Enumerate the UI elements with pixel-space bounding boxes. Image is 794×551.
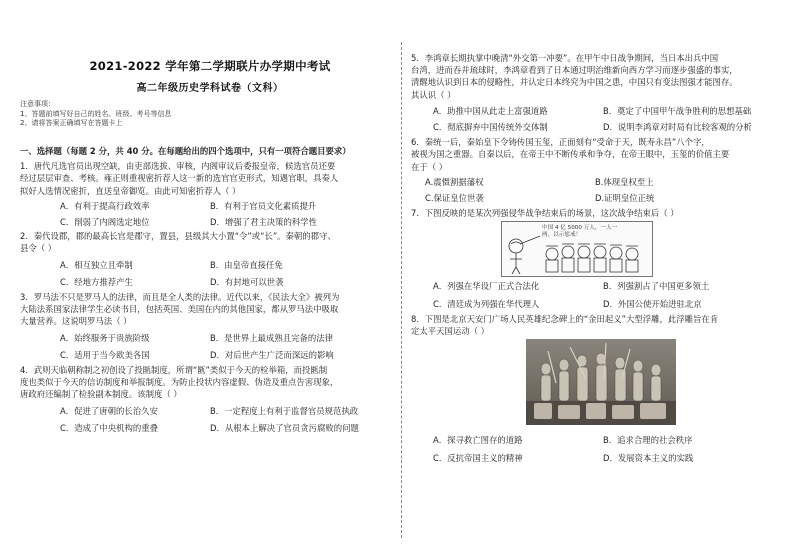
section-heading: 一、选择题（每题 2 分，共 40 分。在每题给出的四个选项中，只有一项符合题目要求）: [20, 146, 351, 156]
question-line: 其认识（ ）: [411, 89, 456, 100]
option-b: B．一定程度上有利于监督官员规范执政: [210, 405, 359, 416]
question-line: 1．唐代凡选官员出现空缺，由吏部选拔、审核，内阁审议后委报皇帝，候选官员还要: [20, 161, 336, 172]
option-a: A．助推中国从此走上富强道路: [433, 105, 548, 116]
option-c: C．适用于当今欧美各国: [60, 349, 150, 360]
option-c: C．清廷成为列强在华代理人: [433, 298, 540, 309]
option-b: B．追求合理的社会秩序: [603, 435, 693, 446]
option-b: B．是世界上最成熟且完备的法律: [210, 332, 333, 343]
question-6: [411, 136, 776, 204]
option-a: A.震慑割据藩权: [425, 176, 484, 187]
notes-item-2: 2、请将答案正确填写在答题卡上: [20, 119, 123, 127]
option-a: A．探寻救亡图存的道路: [433, 435, 523, 446]
option-c: C．彻底摒弃中国传统外交体制: [433, 122, 548, 133]
option-c: C．反抗帝国主义的精神: [433, 452, 523, 463]
option-a: A．相互独立且牵制: [60, 259, 133, 270]
question-4: [20, 364, 395, 434]
question-line: 4．武则天临朝称制之初创设了投匦制度，所谓“匦”类似于今天的检举箱，而投匦制: [20, 365, 328, 376]
question-line: 大量营养。这说明罗马法（ ）: [20, 316, 132, 327]
question-line: 2．秦代设郡，郡的最高长官是郡守，置县，县级其大小置“令”或“长”。秦朝的郡守、: [20, 231, 336, 242]
notes-block: [20, 100, 171, 129]
right-column: [411, 52, 776, 464]
option-c: C.保证皇位世袭: [425, 193, 484, 204]
exam-title: 2021-2022 学年第二学期联片办学期中考试: [89, 59, 331, 73]
column-divider: [401, 42, 402, 538]
question-line: 7．下图反映的是某次列强侵华战争结束后的场景，这次战争结束后（ ）: [411, 208, 679, 219]
option-d: D．从根本上解决了官员贪污腐败的问题: [210, 422, 359, 433]
question-line: 在于（ ）: [411, 161, 448, 172]
question-line: 5．李鸿章长期执掌中晚清“外交第一冲要”。在甲午中日战争期间，当日本出兵中国: [411, 53, 719, 63]
option-d: D．增强了君主决策的科学性: [210, 217, 317, 228]
option-d: D．外国公使开始进驻北京: [603, 298, 702, 309]
cartoon-caption: 中国 4 亿 5000 万人，一人一 两，以示惩戒！: [542, 225, 618, 238]
notes-item-1: 1、答题前填写好自己的姓名、班级、考号等信息: [20, 109, 172, 118]
option-d: D．对后世产生广泛而深远的影响: [210, 349, 334, 360]
option-b: B．有利于官员文化素质提升: [210, 200, 317, 211]
question-line: 6．秦统一后，秦始皇下令铸传国玉玺，正面刻有“受命于天，既寿永昌”八个字，: [411, 137, 710, 148]
option-b: B.体现皇权至上: [595, 176, 654, 187]
question-line: 大陆法系国家法律学生必读书目，包括英国、美国在内的其他国家，都从罗马法中吸取: [20, 304, 339, 315]
option-a: A．促进了唐朝的长治久安: [60, 405, 158, 416]
option-d: D.证明皇位正统: [595, 193, 655, 204]
question-line: 定太平天国运动（ ）: [411, 326, 490, 337]
question-line: 经过层层审查、考核。雍正则重视密折荐人这一新的选官官吏形式，知遇官职，具奏人: [20, 173, 339, 184]
question-5: [411, 52, 776, 133]
question-line: 县令（ ）: [20, 243, 57, 254]
question-line: 拟好人选情况密折，直送皇帝御览。由此可知密折荐人（ ）: [20, 185, 241, 196]
question-line: 唐政府还编制了检验副本制度。该制度（ ）: [20, 389, 182, 400]
option-c: C．削弱了内阁选定地位: [60, 217, 150, 228]
question-8: [411, 313, 776, 464]
option-a: A．始终服务于贵族阶级: [60, 332, 150, 343]
option-d: D．发展资本主义的实践: [603, 452, 694, 463]
question-line: 3．罗马法不只是罗马人的法律，而且是全人类的法律。近代以来，《民法大全》被列为: [20, 292, 340, 303]
option-c: C．经地方推荐产生: [60, 276, 133, 287]
option-c: C．造成了中央机构的重叠: [60, 422, 158, 433]
option-d: D．说明李鸿章对时局有比较客观的分析: [603, 122, 752, 133]
left-column: [20, 145, 395, 434]
option-b: B．奠定了中国甲午战争胜利的思想基础: [603, 105, 752, 116]
question-line: 台湾，进而吞并琉球时，李鸿章看到了日本通过明治维新向西方学习而逐步强盛的事实，: [411, 65, 738, 76]
question-2: [20, 230, 395, 288]
question-line: 被视为国之重器。自秦以后，在帝王中不断传承和争夺，在帝王眼中，玉玺的价值主要: [411, 149, 730, 160]
question-line: 清醒地认识到日本的侵略性，并认定日本终究为中国之患，中国只有变法图强才能图存。: [411, 77, 738, 88]
option-d: D．有封地可以世袭: [210, 276, 284, 287]
option-a: A．有利于提高行政效率: [60, 200, 150, 211]
question-line: 8．下图是北京天安门广场人民英雄纪念碑上的“金田起义”大型浮雕，此浮雕旨在肯: [411, 313, 719, 324]
option-b: B．由皇帝直接任免: [210, 259, 283, 270]
question-7: [411, 207, 776, 310]
question-3: [20, 291, 395, 361]
option-b: B．列强割占了中国更多领土: [603, 281, 710, 292]
exam-subtitle: 高二年级历史学科试卷（文科）: [136, 83, 284, 94]
cartoon-image: [501, 221, 653, 277]
question-line: 度也类似于今天的信访制度和举报制度。为防止投状内容虚假、伪造及重点告害现象，: [20, 377, 339, 388]
jintian-uprising-relief-image: [526, 339, 676, 425]
notes-heading: 注意事项：: [20, 100, 55, 108]
option-a: A．列强在华设厂正式合法化: [433, 281, 540, 292]
question-1: [20, 160, 395, 228]
